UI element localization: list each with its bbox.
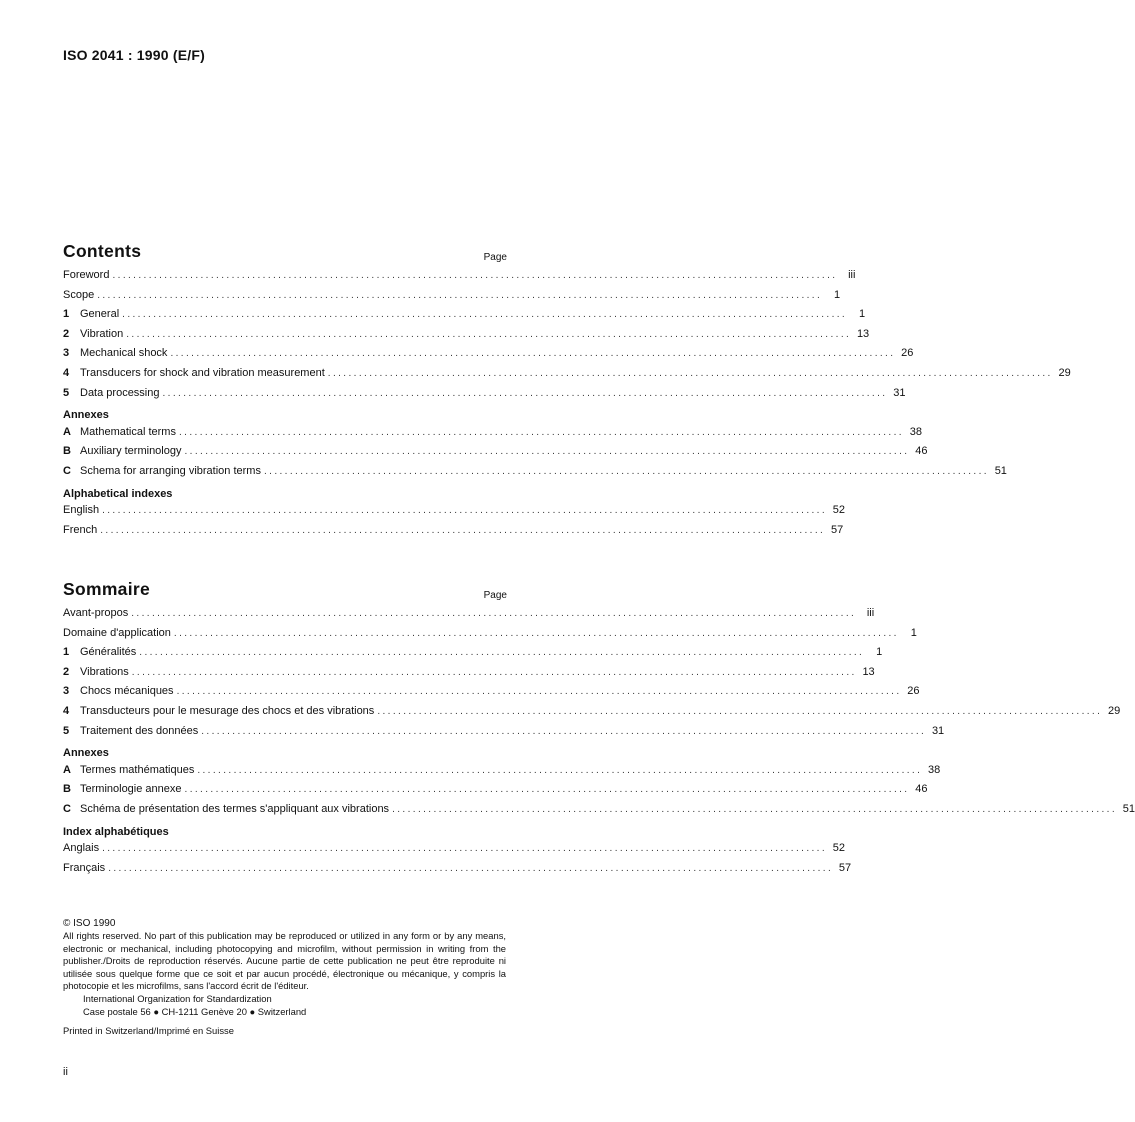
toc-entry-page: 13 — [856, 327, 870, 340]
toc-dot-leader: ............................................................................................................................................ — [102, 505, 828, 517]
toc-entry-label: Schéma de présentation des termes s'appliquant aux vibrations — [80, 802, 390, 815]
toc-entry-page: 31 — [931, 724, 945, 737]
toc-entry-page: 1 — [834, 288, 841, 301]
toc-entry-page: 1 — [910, 626, 917, 639]
toc-entry-label: Schema for arranging vibration terms — [80, 464, 261, 477]
toc-entry-page: 51 — [1122, 802, 1135, 815]
toc-entry — [63, 665, 875, 686]
toc-entry-page: 51 — [994, 464, 1007, 477]
toc-entry-label: Transducteurs pour le mesurage des chocs et des vibrations — [80, 704, 375, 717]
toc-entry-label: Traitement des données — [80, 724, 199, 737]
toc-entry-page: 1 — [858, 308, 866, 321]
toc-entry — [63, 308, 866, 328]
toc-entry-number: 5 — [63, 724, 70, 737]
toc-dot-leader: ............................................................................................................................................ — [184, 446, 910, 458]
document-header: ISO 2041 : 1990 (E/F) — [63, 47, 205, 63]
toc-entry-label: Domaine d'application — [63, 626, 171, 639]
toc-dot-leader: ............................................................................................................................................ — [184, 784, 910, 796]
toc-dot-leader: ............................................................................................................................................ — [131, 608, 857, 619]
toc-dot-leader: ............................................................................................................................................ — [131, 666, 857, 678]
toc-entry — [63, 763, 941, 784]
toc-entry — [63, 802, 1135, 823]
toc-entry-page: 46 — [915, 445, 928, 458]
toc-dot-leader: ............................................................................................................................................ — [139, 647, 865, 659]
contents-page-label: Page — [483, 252, 507, 263]
toc-entry-number: C — [63, 464, 71, 477]
toc-entry-page: 1 — [876, 646, 883, 659]
toc-entry-label: Scope — [63, 288, 95, 301]
toc-dot-leader: ............................................................................................................................................ — [263, 465, 989, 477]
toc-entry-page: 52 — [832, 504, 846, 517]
toc-entry-page: 46 — [915, 783, 928, 796]
sommaire-section — [63, 579, 1135, 881]
toc-entry — [63, 504, 846, 524]
toc-entry-label: English — [63, 504, 100, 517]
toc-dot-leader: ............................................................................................................................................ — [170, 348, 896, 360]
toc-entry-label: French — [63, 523, 98, 536]
toc-dot-leader: ............................................................................................................................................ — [197, 764, 923, 776]
toc-entry-label: Auxiliary terminology — [80, 445, 182, 458]
contents-section — [63, 241, 1071, 543]
contents-list — [63, 269, 1071, 543]
toc-entry-page: 52 — [832, 842, 846, 855]
toc-entry-page: 57 — [838, 861, 852, 874]
toc-entry-label: Termes mathématiques — [80, 763, 195, 776]
toc-dot-leader: ............................................................................................................................................ — [122, 309, 848, 321]
toc-dot-leader: ............................................................................................................................................ — [327, 367, 1053, 379]
toc-entry-number: 4 — [63, 704, 70, 717]
toc-entry-label: Foreword — [63, 269, 110, 281]
toc-dot-leader: ............................................................................................................................................ — [102, 843, 828, 855]
toc-entry-number: B — [63, 783, 71, 796]
toc-entry — [63, 861, 852, 882]
toc-dot-leader: ............................................................................................................................................ — [176, 686, 902, 698]
toc-entry — [63, 626, 917, 647]
toc-entry — [63, 425, 922, 446]
toc-group-heading: Alphabetical indexes — [63, 487, 173, 500]
toc-entry — [63, 704, 1121, 725]
toc-entry-number: 5 — [63, 386, 70, 399]
toc-dot-leader: ............................................................................................................................................ — [173, 627, 899, 639]
publisher-name: International Organization for Standardization — [83, 993, 272, 1005]
toc-entry-page: 57 — [830, 523, 844, 536]
toc-dot-leader: ............................................................................................................................................ — [392, 803, 1118, 815]
toc-entry — [63, 347, 914, 367]
page-number: ii — [63, 1066, 68, 1078]
toc-entry-label: Vibrations — [80, 665, 129, 678]
toc-group-heading: Annexes — [63, 409, 109, 422]
toc-entry-label: Mechanical shock — [80, 347, 168, 360]
toc-entry-label: Généralités — [80, 646, 137, 659]
toc-entry-number: 2 — [63, 665, 70, 678]
toc-entry-number: 3 — [63, 685, 70, 698]
sommaire-page-label: Page — [483, 590, 507, 601]
toc-entry — [63, 646, 883, 666]
toc-entry-label: Français — [63, 861, 106, 874]
toc-entry — [63, 607, 875, 627]
printed-in-line: Printed in Switzerland/Imprimé en Suisse — [63, 1025, 234, 1037]
toc-entry-page: 26 — [901, 347, 914, 360]
sommaire-title: Sommaire — [63, 579, 151, 599]
sommaire-list — [63, 607, 1135, 881]
toc-entry-page: 13 — [862, 665, 875, 678]
toc-entry — [63, 685, 920, 705]
toc-entry-label: Data processing — [80, 386, 160, 399]
toc-entry — [63, 523, 844, 544]
toc-entry-label: Terminologie annexe — [80, 783, 182, 796]
toc-entry-number: A — [63, 425, 71, 438]
toc-entry — [63, 366, 1071, 387]
toc-entry-label: Mathematical terms — [80, 425, 176, 438]
toc-entry-number: 4 — [63, 366, 70, 379]
toc-entry-label: Chocs mécaniques — [80, 685, 174, 698]
toc-entry-page: iii — [866, 607, 875, 619]
toc-entry-number: A — [63, 763, 71, 776]
toc-entry-page: 38 — [928, 763, 941, 776]
toc-entry-number: C — [63, 802, 71, 815]
toc-entry-number: 2 — [63, 327, 70, 340]
toc-entry-number: B — [63, 445, 71, 458]
toc-entry-label: General — [80, 308, 120, 321]
publisher-block — [63, 993, 506, 1018]
toc-entry — [63, 464, 1007, 485]
copyright-symbol-line: © ISO 1990 — [63, 918, 116, 929]
toc-dot-leader: ............................................................................................................................................ — [162, 387, 888, 399]
toc-group-heading: Annexes — [63, 747, 109, 760]
toc-entry-label: Vibration — [80, 327, 124, 340]
toc-group-heading: Index alphabétiques — [63, 825, 169, 838]
toc-entry — [63, 386, 906, 407]
toc-entry — [63, 783, 928, 803]
copyright-block — [63, 918, 506, 1038]
toc-entry — [63, 445, 928, 465]
toc-entry — [63, 842, 846, 862]
toc-dot-leader: ............................................................................................................................................ — [108, 862, 834, 874]
toc-entry-label: Avant-propos — [63, 607, 129, 619]
contents-title-row — [63, 241, 506, 269]
toc-entry-page: 26 — [907, 685, 920, 698]
toc-entry — [63, 327, 870, 348]
toc-entry — [63, 269, 856, 289]
toc-dot-leader: ............................................................................................................................................ — [201, 725, 927, 737]
toc-entry-page: 29 — [1108, 704, 1121, 717]
toc-dot-leader: ............................................................................................................................................ — [112, 270, 838, 281]
toc-dot-leader: ............................................................................................................................................ — [100, 524, 826, 536]
toc-entry-number: 1 — [63, 646, 70, 659]
toc-dot-leader: ............................................................................................................................................ — [97, 289, 823, 301]
toc-dot-leader: ............................................................................................................................................ — [377, 705, 1103, 717]
toc-entry-number: 1 — [63, 308, 70, 321]
sommaire-title-row — [63, 579, 506, 607]
toc-entry-page: 38 — [909, 425, 922, 438]
toc-entry-label: Transducers for shock and vibration measurement — [80, 366, 325, 379]
toc-entry-page: 31 — [893, 386, 906, 399]
toc-entry-label: Anglais — [63, 842, 100, 855]
publisher-address: Case postale 56 ● CH-1211 Genève 20 ● Switzerland — [83, 1005, 307, 1017]
toc-entry — [63, 724, 945, 745]
toc-entry-page: iii — [848, 269, 856, 281]
toc-entry — [63, 288, 841, 309]
toc-dot-leader: ............................................................................................................................................ — [126, 328, 852, 340]
contents-title: Contents — [63, 241, 142, 261]
toc-entry-page: 29 — [1058, 366, 1071, 379]
copyright-notice: All rights reserved. No part of this publication may be reproduced or utilized in any form or by any means, electronic or mechanical, including photocopying and microfilm, without permission in writing from the publisher./Droits de reproduction réservés. Aucune partie de cette publication ne peut être reproduite ni utilisée sous quelque forme que ce soit et par aucun procédé, électronique ou mécanique, y compris la photocopie et les microfilms, sans l'accord écrit de l'éditeur. — [63, 930, 506, 992]
toc-dot-leader: ............................................................................................................................................ — [178, 426, 904, 438]
toc-entry-number: 3 — [63, 347, 70, 360]
